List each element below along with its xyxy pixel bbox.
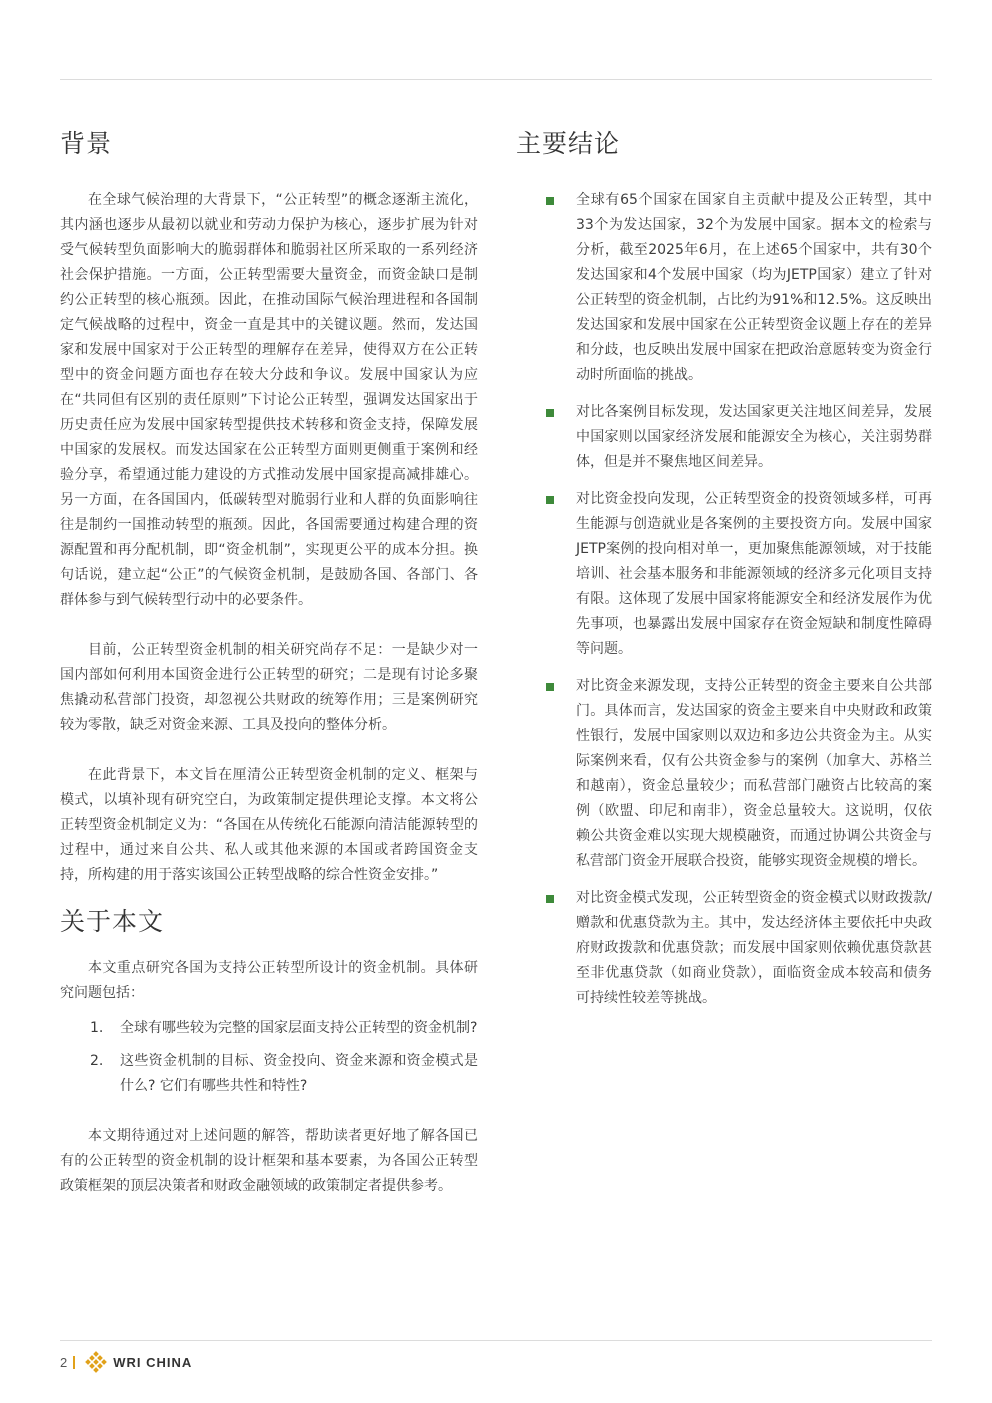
footer-rule bbox=[60, 1340, 932, 1341]
square-bullet-icon bbox=[546, 197, 554, 205]
square-bullet-icon bbox=[546, 895, 554, 903]
list-item-text: 对比资金来源发现，支持公正转型的资金主要来自公共部门。具体而言，发达国家的资金主要来自中央财政和政策性银行，发展中国家则以双边和多边公共资金为主。从实际案例来看，仅有公共资金参与的案例（加拿大、苏格兰和越南），资金总量较少；而私营部门融资占比较高的案例（欧盟、印尼和南非），资金总量较大。这说明，仅依赖公共资金难以实现大规模融资，而通过协调公共资金与私营部门资金开展联合投资，能够实现资金规模的增长。 bbox=[576, 678, 932, 869]
square-bullet-icon bbox=[546, 409, 554, 417]
list-item bbox=[516, 188, 932, 388]
list-item-number: 2. bbox=[90, 1053, 104, 1069]
left-column bbox=[60, 124, 478, 1199]
about-intro: 本文重点研究各国为支持公正转型所设计的资金机制。具体研究问题包括： bbox=[60, 960, 478, 1001]
list-item-number: 1. bbox=[90, 1020, 104, 1036]
background-paragraph-3: 在此背景下，本文旨在厘清公正转型资金机制的定义、框架与模式，以填补现有研究空白，为政策制定提供理论支撑。本文将公正转型资金机制定义为：“各国在从传统化石能源向清洁能源转型的过程中，通过来自公共、私人或其他来源的本国或者跨国资金支持，所构建的用于落实该国公正转型战略的综合性资金安排。” bbox=[60, 767, 478, 883]
background-paragraph-2: 目前，公正转型资金机制的相关研究尚存不足：一是缺少对一国内部如何利用本国资金进行公正转型的研究；二是现有讨论多聚焦撬动私营部门投资，却忽视公共财政的统筹作用；三是案例研究较为零散，缺乏对资金来源、工具及投向的整体分析。 bbox=[60, 642, 478, 733]
page-number: 2 bbox=[60, 1354, 68, 1370]
right-column bbox=[516, 124, 932, 1023]
about-heading: 关于本文 bbox=[60, 907, 165, 936]
background-heading: 背景 bbox=[60, 129, 113, 158]
conclusions-list bbox=[516, 188, 932, 1011]
page-footer bbox=[60, 1350, 192, 1374]
footer-divider bbox=[73, 1356, 75, 1369]
square-bullet-icon bbox=[546, 683, 554, 691]
background-paragraph-1: 在全球气候治理的大背景下，“公正转型”的概念逐渐主流化，其内涵也逐步从最初以就业和劳动力保护为核心，逐步扩展为针对受气候转型负面影响大的脆弱群体和脆弱社区所采取的一系列经济社会保护措施。一方面，公正转型需要大量资金，而资金缺口是制约公正转型的核心瓶颈。因此，在推动国际气候治理进程和各国制定气候战略的过程中，资金一直是其中的关键议题。然而，发达国家和发展中国家对于公正转型的理解存在差异，使得双方在公正转型中的资金问题方面也存在较大分歧和争议。发展中国家认为应在“共同但有区别的责任原则”下讨论公正转型，强调发达国家出于历史责任应为发展中国家转型提供技术转移和资金支持，保障发展中国家的发展权。而发达国家在公正转型方面则更侧重于案例和经验分享，希望通过能力建设的方式推动发展中国家提高减排雄心。另一方面，在各国国内，低碳转型对脆弱行业和人群的负面影响往往是制约一国推动转型的瓶颈。因此，各国需要通过构建合理的资源配置和再分配机制，即“资金机制”，实现更公平的成本分担。换句话说，建立起“公正”的气候资金机制，是鼓励各国、各部门、各群体参与到气候转型行动中的必要条件。 bbox=[60, 192, 478, 608]
wri-logo bbox=[85, 1351, 192, 1373]
list-item-text: 对比资金投向发现，公正转型资金的投资领域多样，可再生能源与创造就业是各案例的主要投资方向。发展中国家JETP案例的投向相对单一，更加聚焦能源领域，对于技能培训、社会基本服务和非能源领域的经济多元化项目支持有限。这体现了发展中国家将能源安全和经济发展作为优先事项，也暴露出发展中国家存在资金短缺和制度性障碍等问题。 bbox=[576, 491, 932, 657]
conclusions-heading: 主要结论 bbox=[516, 129, 621, 158]
research-questions bbox=[60, 1016, 478, 1099]
list-item-text: 这些资金机制的目标、资金投向、资金来源和资金模式是什么? 它们有哪些共性和特性? bbox=[120, 1053, 478, 1094]
list-item bbox=[60, 1016, 478, 1041]
about-closing: 本文期待通过对上述问题的解答，帮助读者更好地了解各国已有的公正转型的资金机制的设计框架和基本要素，为各国公正转型政策框架的顶层决策者和财政金融领域的政策制定者提供参考。 bbox=[60, 1128, 478, 1194]
wri-logo-icon bbox=[85, 1351, 107, 1373]
list-item-text: 对比资金模式发现，公正转型资金的资金模式以财政拨款/赠款和优惠贷款为主。其中，发达经济体主要依托中央政府财政拨款和优惠贷款；而发展中国家则依赖优惠贷款甚至非优惠贷款（如商业贷款），面临资金成本较高和债务可持续性较差等挑战。 bbox=[576, 890, 932, 1006]
list-item bbox=[516, 674, 932, 874]
list-item bbox=[516, 886, 932, 1011]
list-item-text: 全球有65个国家在国家自主贡献中提及公正转型，其中33个为发达国家，32个为发展中国家。据本文的检索与分析，截至2025年6月，在上述65个国家中，共有30个发达国家和4个发展中国家（均为JETP国家）建立了针对公正转型的资金机制，占比约为91%和12.5%。这反映出发达国家和发展中国家在公正转型资金议题上存在的差异和分歧，也反映出发展中国家在把政治意愿转变为资金行动时所面临的挑战。 bbox=[576, 192, 932, 383]
list-item bbox=[516, 487, 932, 662]
list-item bbox=[516, 400, 932, 475]
header-rule bbox=[60, 79, 932, 80]
list-item bbox=[60, 1049, 478, 1099]
brand-name: WRI CHINA bbox=[113, 1354, 193, 1370]
list-item-text: 对比各案例目标发现，发达国家更关注地区间差异，发展中国家则以国家经济发展和能源安全为核心，关注弱势群体，但是并不聚焦地区间差异。 bbox=[576, 404, 932, 470]
list-item-text: 全球有哪些较为完整的国家层面支持公正转型的资金机制? bbox=[120, 1020, 478, 1036]
square-bullet-icon bbox=[546, 496, 554, 504]
